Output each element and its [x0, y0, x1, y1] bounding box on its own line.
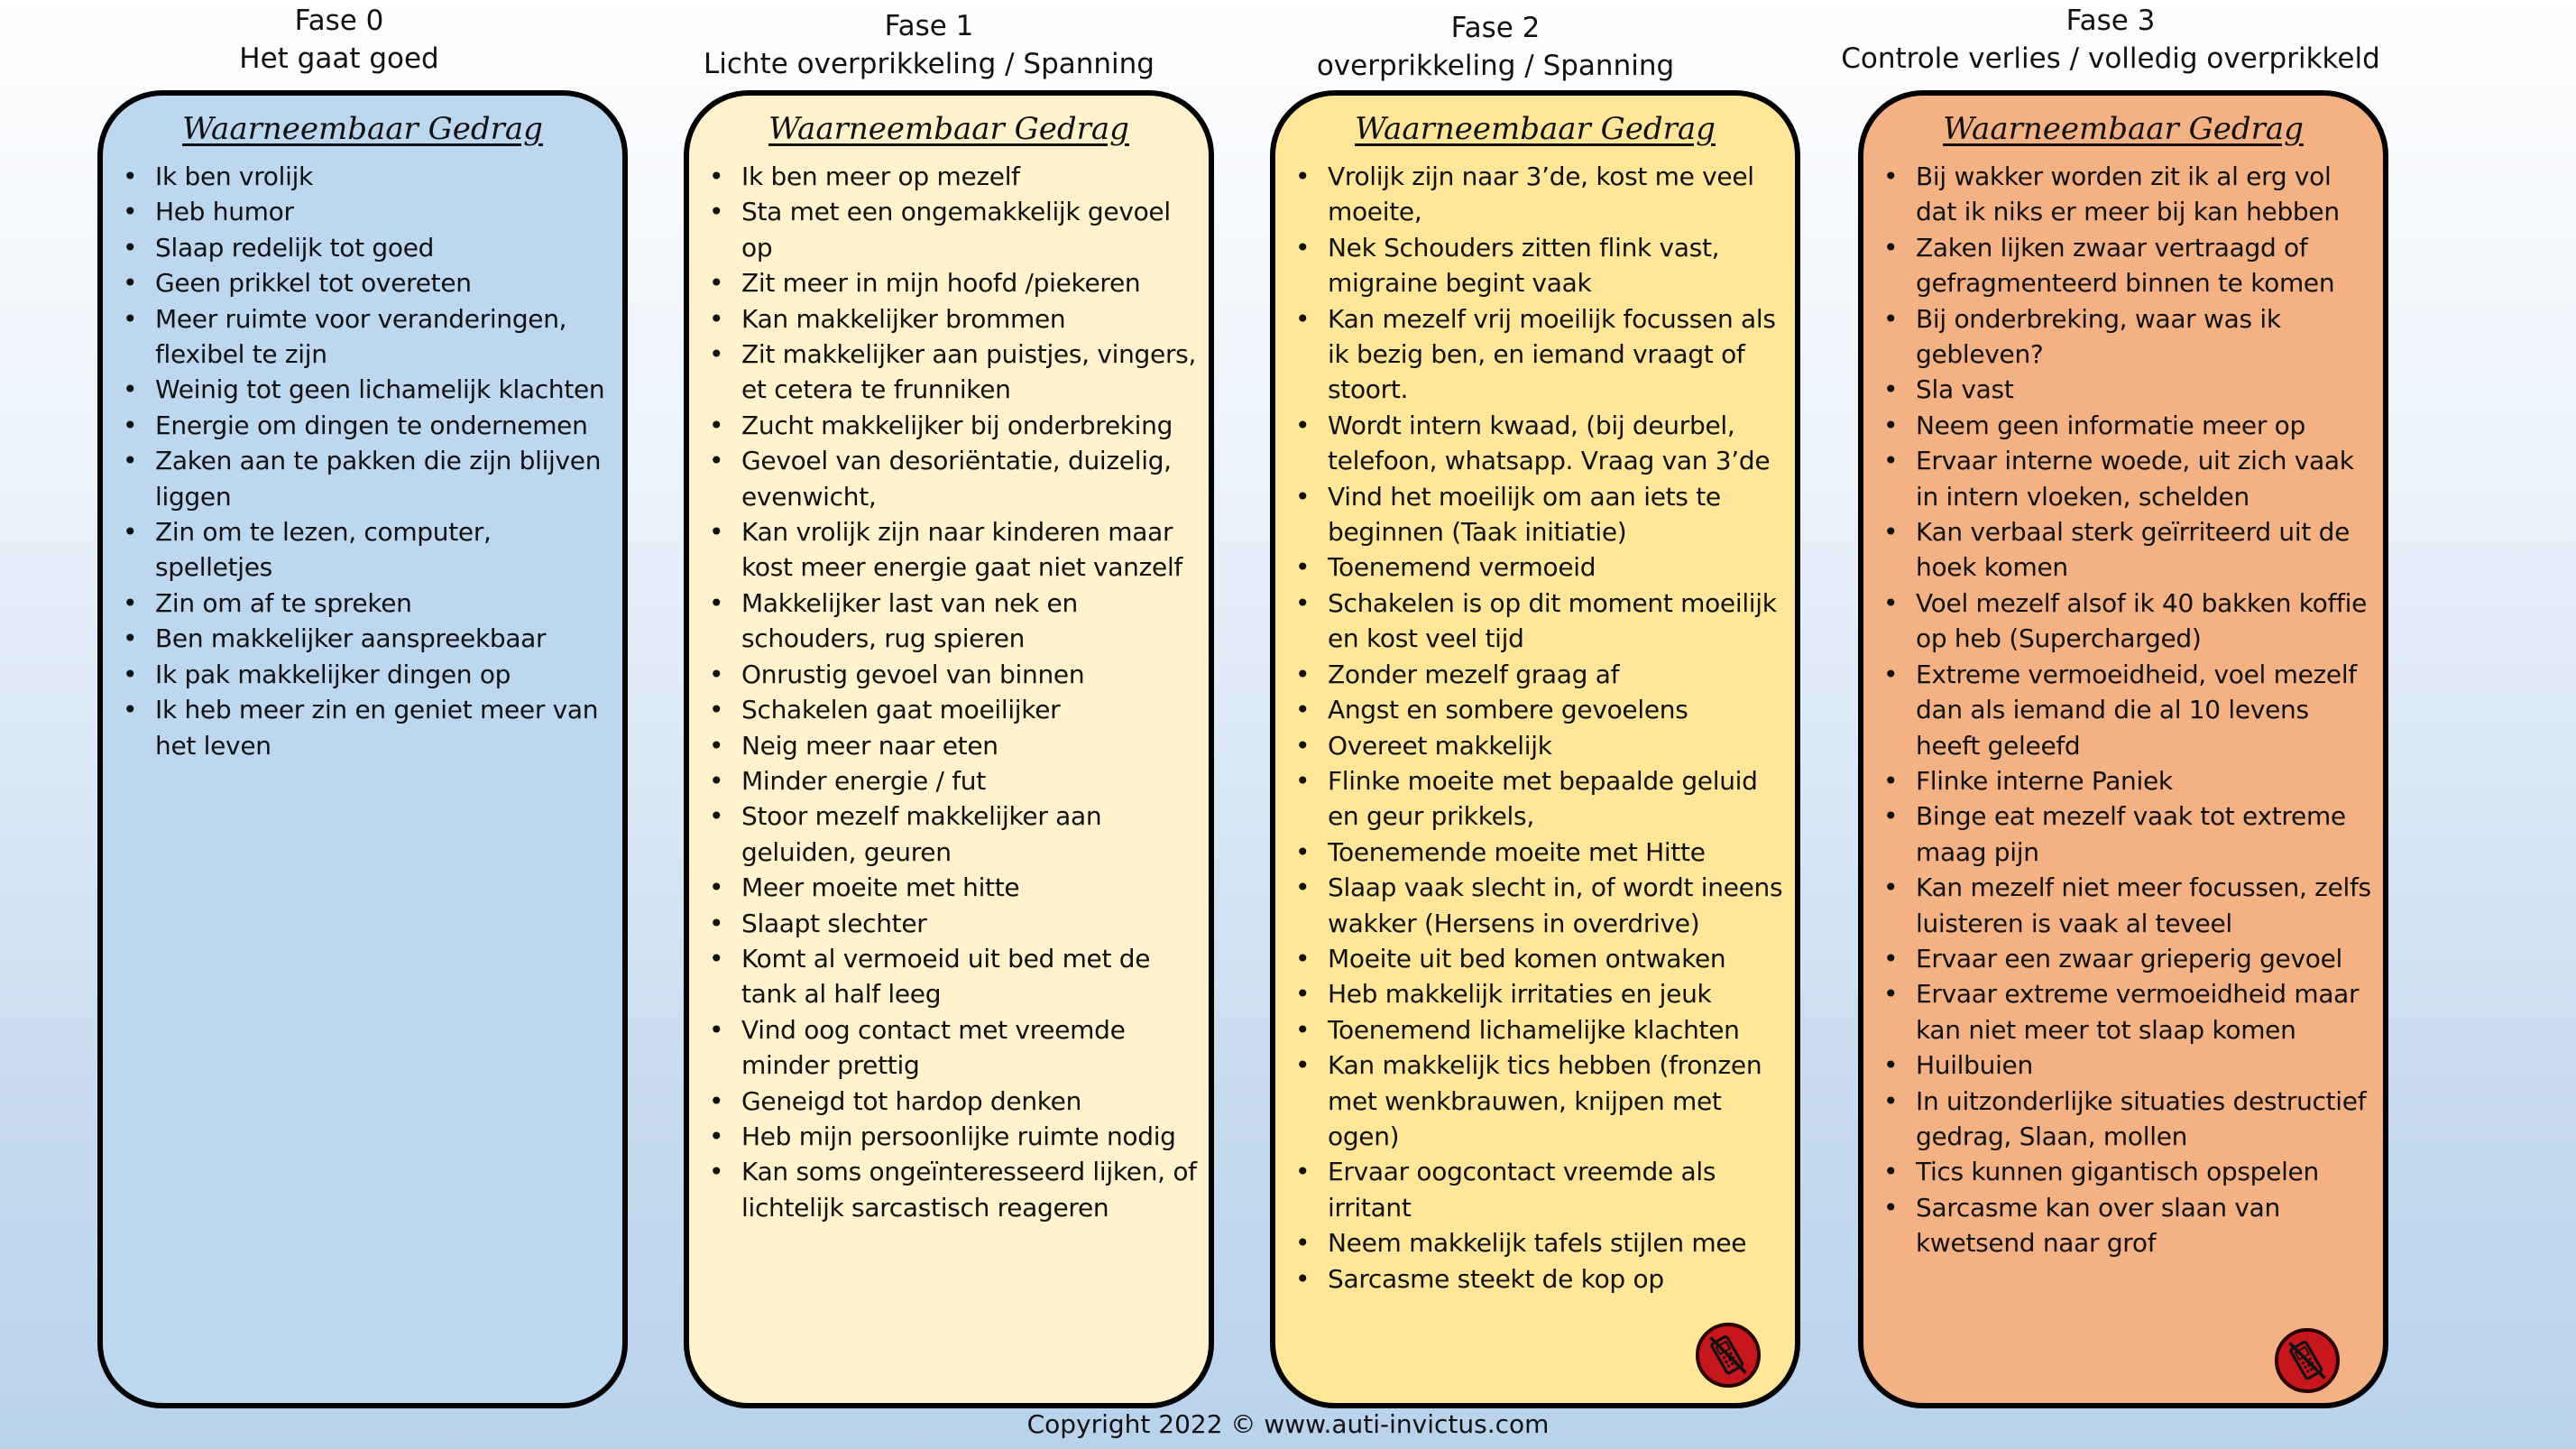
phase-0-card-title: Waarneembaar Gedrag [182, 111, 543, 147]
behavior-item: • Angst en sombere gevoelens [1328, 692, 1784, 727]
behavior-item: • Ervaar oogcontact vreemde als irritant [1328, 1154, 1784, 1225]
behavior-item: • Toenemende moeite met Hitte [1328, 835, 1784, 870]
behavior-item: • Vind oog contact met vreemde minder prettig [741, 1012, 1198, 1084]
behavior-item: • Zit meer in mijn hoofd /piekeren [741, 265, 1198, 300]
behavior-item: • Slaapt slechter [741, 906, 1198, 941]
behavior-item: • Vind het moeilijk om aan iets te beginnen (Taak initiatie) [1328, 479, 1784, 550]
behavior-item: • Neem makkelijk tafels stijlen mee [1328, 1225, 1784, 1260]
phase-0-behavior-list [103, 159, 622, 763]
phase-1-behavior-list [689, 159, 1209, 1225]
behavior-item: • Heb makkelijk irritaties en jeuk [1328, 976, 1784, 1011]
behavior-item: • Binge eat mezelf vaak tot extreme maag pijn [1916, 798, 2372, 870]
behavior-item: • Ik heb meer zin en geniet meer van het leven [155, 692, 612, 763]
behavior-item: • Zaken aan te pakken die zijn blijven liggen [155, 443, 612, 514]
behavior-item: • Toenemend vermoeid [1328, 549, 1784, 585]
behavior-item: • Vrolijk zijn naar 3’de, kost me veel moeite, [1328, 159, 1784, 230]
behavior-item: • Zaken lijken zwaar vertraagd of gefragmenteerd binnen te komen [1916, 230, 2372, 301]
behavior-item: • Overeet makkelijk [1328, 728, 1784, 763]
phase-2-heading [1198, 9, 1793, 85]
phase-3-behavior-list [1863, 159, 2383, 1261]
phase-1-label: Fase 1 [884, 10, 974, 42]
behavior-item: • Ervaar interne woede, uit zich vaak in intern vloeken, schelden [1916, 443, 2372, 514]
behavior-item: • Huilbuien [1916, 1048, 2372, 1083]
phase-3-card [1858, 90, 2388, 1408]
behavior-item: • Zin om af te spreken [155, 586, 612, 621]
behavior-item: • Meer ruimte voor veranderingen, flexibel te zijn [155, 301, 612, 373]
behavior-item: • Sta met een ongemakkelijk gevoel op [741, 194, 1198, 265]
behavior-item: • Kan makkelijk tics hebben (fronzen met wenkbrauwen, knijpen met ogen) [1328, 1048, 1784, 1154]
behavior-item: • Neem geen informatie meer op [1916, 408, 2372, 443]
behavior-item: • Bij wakker worden zit ik al erg vol dat ik niks er meer bij kan hebben [1916, 159, 2372, 230]
behavior-item: • In uitzonderlijke situaties destructief gedrag, Slaan, mollen [1916, 1084, 2372, 1155]
phase-1-subtitle: Lichte overprikkeling / Spanning [704, 48, 1155, 80]
behavior-item: • Kan soms ongeïnteresseerd lijken, of lichtelijk sarcastisch reageren [741, 1154, 1198, 1225]
behavior-item: • Sla vast [1916, 372, 2372, 407]
no-phone-icon [2275, 1328, 2340, 1393]
phase-0-heading [41, 2, 637, 78]
phase-3-subtitle: Controle verlies / volledig overprikkeld [1841, 42, 2380, 75]
behavior-item: • Sarcasme kan over slaan van kwetsend naar grof [1916, 1190, 2372, 1261]
phase-2-card-title: Waarneembaar Gedrag [1355, 111, 1716, 147]
phase-0-subtitle: Het gaat goed [239, 42, 439, 75]
behavior-item: • Komt al vermoeid uit bed met de tank al half leeg [741, 941, 1198, 1012]
phase-2-card [1270, 90, 1800, 1408]
behavior-item: • Minder energie / fut [741, 763, 1198, 798]
behavior-item: • Heb humor [155, 194, 612, 229]
no-phone-icon [1696, 1323, 1761, 1388]
behavior-item: • Geen prikkel tot overeten [155, 265, 612, 300]
behavior-item: • Neig meer naar eten [741, 728, 1198, 763]
behavior-item: • Zit makkelijker aan puistjes, vingers, et cetera te frunniken [741, 337, 1198, 408]
behavior-item: • Kan mezelf vrij moeilijk focussen als ik bezig ben, en iemand vraagt of stoort. [1328, 301, 1784, 408]
behavior-item: • Schakelen is op dit moment moeilijk en kost veel tijd [1328, 586, 1784, 657]
behavior-item: • Gevoel van desoriëntatie, duizelig, evenwicht, [741, 443, 1198, 514]
behavior-item: • Tics kunnen gigantisch opspelen [1916, 1154, 2372, 1189]
behavior-item: • Ik ben vrolijk [155, 159, 612, 194]
phase-2-behavior-list [1275, 159, 1795, 1297]
behavior-item: • Zin om te lezen, computer, spelletjes [155, 514, 612, 586]
behavior-item: • Kan mezelf niet meer focussen, zelfs luisteren is vaak al teveel [1916, 870, 2372, 941]
phase-1-card-title: Waarneembaar Gedrag [768, 111, 1129, 147]
phase-3-card-title: Waarneembaar Gedrag [1943, 111, 2304, 147]
behavior-item: • Nek Schouders zitten flink vast, migraine begint vaak [1328, 230, 1784, 301]
behavior-item: • Schakelen gaat moeilijker [741, 692, 1198, 727]
behavior-item: • Kan vrolijk zijn naar kinderen maar kost meer energie gaat niet vanzelf [741, 514, 1198, 586]
behavior-item: • Sarcasme steekt de kop op [1328, 1261, 1784, 1297]
phase-3-label: Fase 3 [2065, 5, 2156, 37]
behavior-item: • Ik pak makkelijker dingen op [155, 657, 612, 692]
behavior-item: • Zucht makkelijker bij onderbreking [741, 408, 1198, 443]
behavior-item: • Stoor mezelf makkelijker aan geluiden, geuren [741, 798, 1198, 870]
behavior-item: • Kan makkelijker brommen [741, 301, 1198, 337]
phase-2-subtitle: overprikkeling / Spanning [1316, 50, 1675, 82]
behavior-item: • Extreme vermoeidheid, voel mezelf dan als iemand die al 10 levens heeft geleefd [1916, 657, 2372, 763]
behavior-item: • Voel mezelf alsof ik 40 bakken koffie op heb (Supercharged) [1916, 586, 2372, 657]
behavior-item: • Ben makkelijker aanspreekbaar [155, 621, 612, 656]
behavior-item: • Ervaar een zwaar grieperig gevoel [1916, 941, 2372, 976]
behavior-item: • Moeite uit bed komen ontwaken [1328, 941, 1784, 976]
behavior-item: • Toenemend lichamelijke klachten [1328, 1012, 1784, 1048]
behavior-item: • Weinig tot geen lichamelijk klachten [155, 372, 612, 407]
behavior-item: • Bij onderbreking, waar was ik gebleven? [1916, 301, 2372, 373]
behavior-item: • Meer moeite met hitte [741, 870, 1198, 905]
behavior-item: • Ervaar extreme vermoeidheid maar kan niet meer tot slaap komen [1916, 976, 2372, 1048]
behavior-item: • Heb mijn persoonlijke ruimte nodig [741, 1119, 1198, 1154]
behavior-item: • Zonder mezelf graag af [1328, 657, 1784, 692]
behavior-item: • Geneigd tot hardop denken [741, 1084, 1198, 1119]
phase-1-heading [631, 7, 1227, 83]
behavior-item: • Makkelijker last van nek en schouders, rug spieren [741, 586, 1198, 657]
phase-3-heading [1813, 2, 2408, 78]
behavior-item: • Energie om dingen te ondernemen [155, 408, 612, 443]
behavior-item: • Wordt intern kwaad, (bij deurbel, telefoon, whatsapp. Vraag van 3’de [1328, 408, 1784, 479]
behavior-item: • Onrustig gevoel van binnen [741, 657, 1198, 692]
behavior-item: • Slaap redelijk tot goed [155, 230, 612, 265]
behavior-item: • Slaap vaak slecht in, of wordt ineens wakker (Hersens in overdrive) [1328, 870, 1784, 941]
phase-1-card [684, 90, 1214, 1408]
phase-0-card [97, 90, 628, 1408]
behavior-item: • Kan verbaal sterk geïrriteerd uit de hoek komen [1916, 514, 2372, 586]
behavior-item: • Ik ben meer op mezelf [741, 159, 1198, 194]
phase-0-label: Fase 0 [294, 5, 384, 37]
behavior-item: • Flinke interne Paniek [1916, 763, 2372, 798]
behavior-item: • Flinke moeite met bepaalde geluid en geur prikkels, [1328, 763, 1784, 835]
copyright-footer: Copyright 2022 © www.auti-invictus.com [1026, 1409, 1550, 1439]
phase-2-label: Fase 2 [1450, 12, 1541, 44]
